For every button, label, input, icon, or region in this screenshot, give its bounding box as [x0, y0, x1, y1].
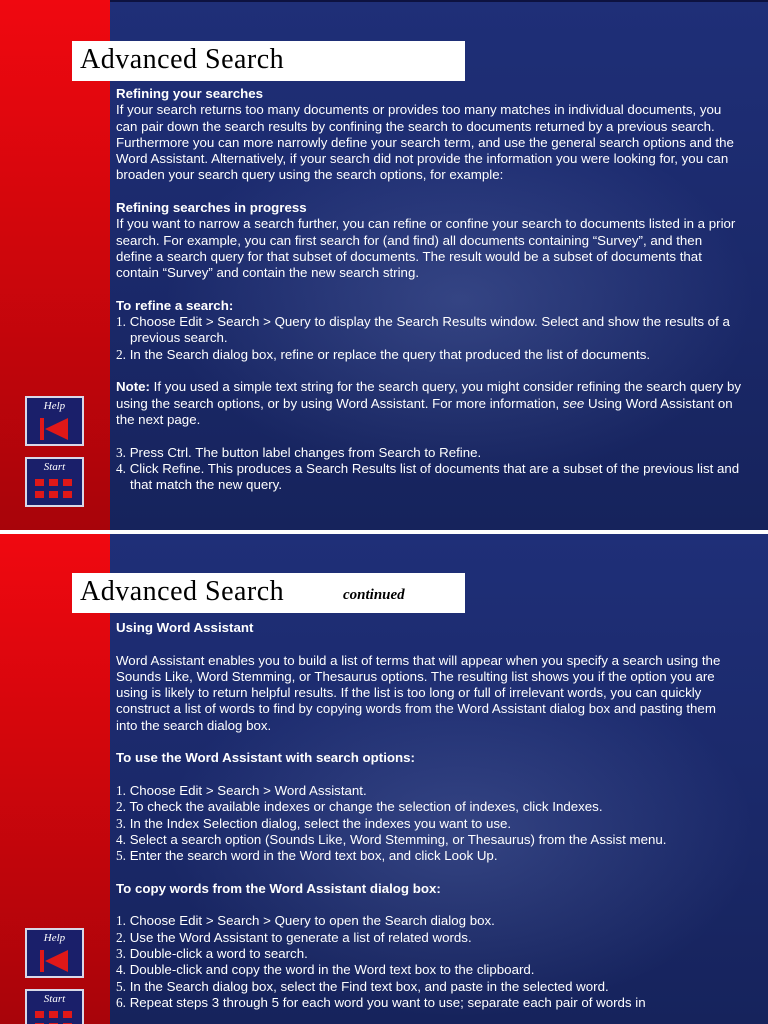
help-label: Help [43, 400, 66, 412]
page-content [116, 620, 741, 1011]
list-item: 6. Repeat steps 3 through 5 for each word you want to use; separate each pair of words in [116, 994, 646, 1010]
start-label: Start [43, 993, 66, 1005]
help-button[interactable] [25, 928, 84, 978]
page-title: Advanced Search [80, 576, 285, 607]
note-label: Note: [116, 379, 150, 395]
list-item: 4. Select a search option (Sounds Like, Word Stemming, or Thesaurus) from the Assist menu. [116, 831, 667, 847]
section-heading: Using Word Assistant [116, 620, 254, 635]
list-item: 5. In the Search dialog box, select the Find text box, and paste in the selected word. [116, 978, 609, 994]
top-strip [110, 0, 768, 2]
manual-page-2 [0, 534, 768, 1024]
list-item: 3. In the Index Selection dialog, select the indexes you want to use. [116, 815, 512, 831]
list-item: 1. Choose Edit > Search > Query to display the Search Results window. Select and show the results of a previous search. [116, 314, 730, 346]
section-heading: To copy words from the Word Assistant dialog box: [116, 880, 441, 896]
first-page-icon [36, 947, 76, 975]
list-item: 1. Choose Edit > Search > Query to open the Search dialog box. [116, 913, 495, 929]
title-box [72, 41, 465, 81]
list-item: 4. Click Refine. This produces a Search Results list of documents that are a subset of the previous list and that match the new query. [116, 460, 740, 493]
grid-icon [35, 1011, 75, 1024]
page-title: Advanced Search [80, 44, 285, 75]
list-item: 5. Enter the search word in the Word text box, and click Look Up. [116, 848, 498, 864]
section-heading: To use the Word Assistant with search options: [116, 750, 415, 766]
section-body: If your search returns too many documents or provides too many matches in individual documents, you can pair down the search results by confining the search to documents returned by a previous search. Furthermore you can more narrowly define your search term, and use the general search options and the Word Assistant. Alternatively, if your search did not provide the information you were looking for, you can broaden your search query using the search options, for example: [116, 102, 734, 183]
section-heading: Refining your searches [116, 86, 264, 101]
list-item: 2. Use the Word Assistant to generate a list of related words. [116, 929, 472, 945]
list-item: 3. Press Ctrl. The button label changes from Search to Refine. [116, 444, 482, 460]
section-body: Word Assistant enables you to build a list of terms that will appear when you specify a search using the Sounds Like, Word Stemming, or Thesaurus options. The resulting list shows you if the option you are using is likely to return helpful results. If the list is too long or full of irrelevant words, you can quickly construct a list of words to find by copying words from the Word Assistant dialog box and pasting them into the search dialog box. [116, 652, 721, 733]
page-content [116, 86, 741, 493]
list-item: 2. To check the available indexes or change the selection of indexes, click Indexes. [116, 799, 603, 815]
section-body: If you want to narrow a search further, you can refine or confine your search to documents listed in a prior search. For example, you can first search for (and find) all documents containing “Survey”, and then define a search query for that subset of documents. The result would be a subset of documents that contain “Survey” and contain the new search string. [116, 216, 736, 281]
list-item: 3. Double-click a word to search. [116, 945, 308, 961]
help-label: Help [43, 932, 66, 944]
list-item: 4. Double-click and copy the word in the Word text box to the clipboard. [116, 962, 535, 978]
see-link-text: see [562, 395, 585, 411]
first-page-icon [36, 415, 76, 443]
list-item: 1. Choose Edit > Search > Word Assistant. [116, 782, 367, 798]
start-button[interactable] [25, 989, 84, 1024]
continued-label: continued [343, 587, 405, 603]
title-box [72, 573, 465, 613]
list-item: 2. In the Search dialog box, refine or replace the query that produced the list of documents. [116, 346, 651, 362]
start-label: Start [43, 461, 66, 473]
section-heading: Refining searches in progress [116, 200, 307, 216]
grid-icon [35, 479, 75, 503]
help-button[interactable] [25, 396, 84, 446]
start-button[interactable] [25, 457, 84, 507]
section-heading: To refine a search: [116, 297, 234, 313]
note-paragraph: Note: If you used a simple text string for the search query, you might consider refining the search query by using the search options, or by using Word Assistant. For more information, see Using Word Assistant on the next page. [116, 379, 742, 427]
